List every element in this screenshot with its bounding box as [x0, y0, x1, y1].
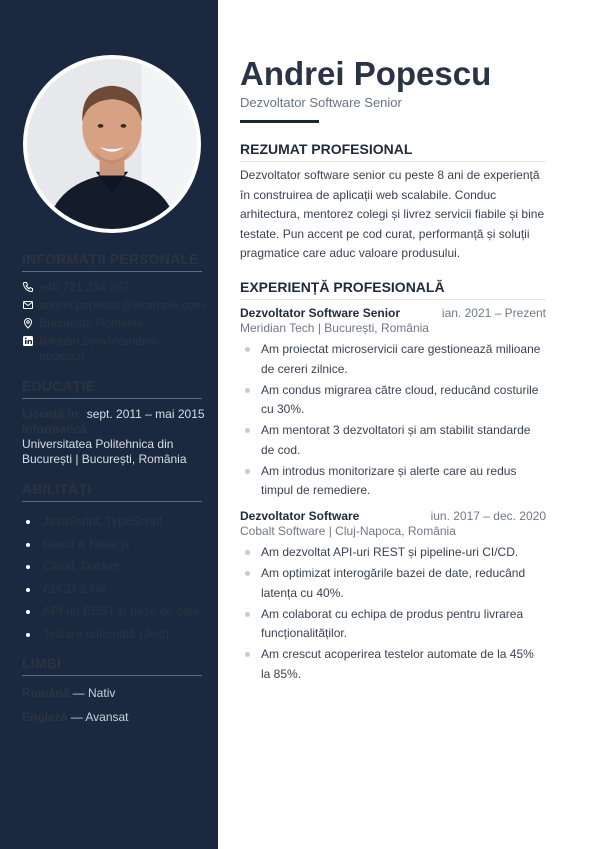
title-underline [240, 120, 319, 123]
experience-heading: EXPERIENȚĂ PROFESIONALĂ [240, 279, 546, 300]
job-bullet: Am mentorat 3 dezvoltatori și am stabilit standarde de cod. [240, 421, 546, 460]
job-entry [240, 306, 546, 502]
contact-location [22, 316, 202, 331]
skills-section [22, 481, 202, 649]
language-item [22, 710, 202, 725]
job-header [240, 306, 546, 321]
job-title: Dezvoltator Software Senior [240, 95, 402, 110]
linkedin-text: linkedin.com/in/andrei-popescu [39, 334, 160, 363]
job-bullet: Am crescut acoperirea testelor automate de la 45% la 85%. [240, 645, 546, 684]
skills-heading: ABILITĂȚI [22, 481, 202, 502]
job-bullet: Am proiectat microservicii care gestionează milioane de cereri zilnice. [240, 340, 546, 379]
job-bullet: Am colaborat cu echipa de produs pentru livrarea funcționalităților. [240, 605, 546, 644]
job-bullet: Am optimizat interogările bazei de date, reducând latența cu 40%. [240, 564, 546, 603]
summary-text: Dezvoltator software senior cu peste 8 ani de experiență în construirea de aplicații web scalabile. Conduc arhitectura, mentorez colegi și livrez servicii fiabile și bine testate. Pun accent pe cod curat, performanță și soluții pragmatice care aduc valoare produsului. [240, 168, 545, 260]
personal-info-heading: INFORMAȚII PERSONALE [22, 251, 202, 272]
education-entry-header [22, 407, 205, 437]
skill-item: Testare automată (Jest) [22, 627, 202, 642]
location-pin-icon [22, 317, 34, 329]
language-separator: — [69, 686, 89, 700]
skill-item: API-uri REST și baze de date [22, 604, 202, 619]
language-level: Avansat [85, 710, 129, 724]
language-item [22, 686, 202, 701]
language-separator: — [67, 710, 86, 724]
languages-heading: LIMBI [22, 655, 202, 676]
languages-section [22, 655, 202, 734]
summary-heading: REZUMAT PROFESIONAL [240, 141, 546, 162]
language-level: Nativ [88, 686, 116, 700]
job-role: Dezvoltator Software [240, 509, 360, 523]
contact-linkedin[interactable] [22, 334, 202, 364]
education-section [22, 378, 205, 467]
portrait-image [27, 59, 197, 229]
job-bullet: Am condus migrarea către cloud, reducând costurile cu 30%. [240, 381, 546, 420]
education-school: Universitatea Politehnica din București | București, România [22, 437, 187, 466]
first-name: Andrei [240, 55, 345, 92]
job-company: Meridian Tech | București, România [240, 321, 429, 335]
job-bullet: Am introdus monitorizare și alerte care au redus timpul de remediere. [240, 462, 546, 501]
job-bullet: Am dezvoltat API-uri REST și pipeline-uri CI/CD. [240, 543, 546, 563]
contact-phone[interactable] [22, 280, 202, 295]
education-heading: EDUCAȚIE [22, 378, 202, 399]
skill-item: CI/CD & Git [22, 582, 202, 597]
phone-text: +40 721 234 567 [39, 280, 130, 294]
education-dates: sept. 2011 – mai 2015 [86, 407, 205, 421]
personal-info-section [22, 251, 205, 367]
job-role: Dezvoltator Software Senior [240, 306, 401, 320]
location-text: București, România [39, 316, 144, 330]
job-header [240, 509, 546, 524]
language-name: Engleză [22, 710, 68, 724]
job-company: Cobalt Software | Cluj-Napoca, România [240, 524, 456, 538]
job-entry [240, 509, 546, 686]
education-degree: Licență în Informatică [22, 407, 87, 436]
mail-icon [22, 299, 34, 311]
skills-list [22, 514, 202, 642]
profile-photo [23, 55, 201, 233]
skill-item: React & Node.js [22, 537, 202, 552]
job-bullets [240, 340, 546, 501]
phone-icon [22, 281, 34, 293]
email-text: andrei.popescu@example.com [39, 298, 205, 312]
person-name [240, 54, 491, 94]
job-dates: ian. 2021 – Prezent [441, 306, 546, 320]
skill-item: JavaScript, TypeScript [22, 514, 202, 529]
linkedin-icon [22, 335, 34, 347]
job-dates: iun. 2017 – dec. 2020 [430, 509, 546, 523]
contact-email[interactable] [22, 298, 205, 313]
language-name: Română [22, 686, 70, 700]
job-bullets [240, 543, 546, 684]
skill-item: Cloud, Docker [22, 559, 202, 574]
last-name: Popescu [353, 55, 492, 92]
